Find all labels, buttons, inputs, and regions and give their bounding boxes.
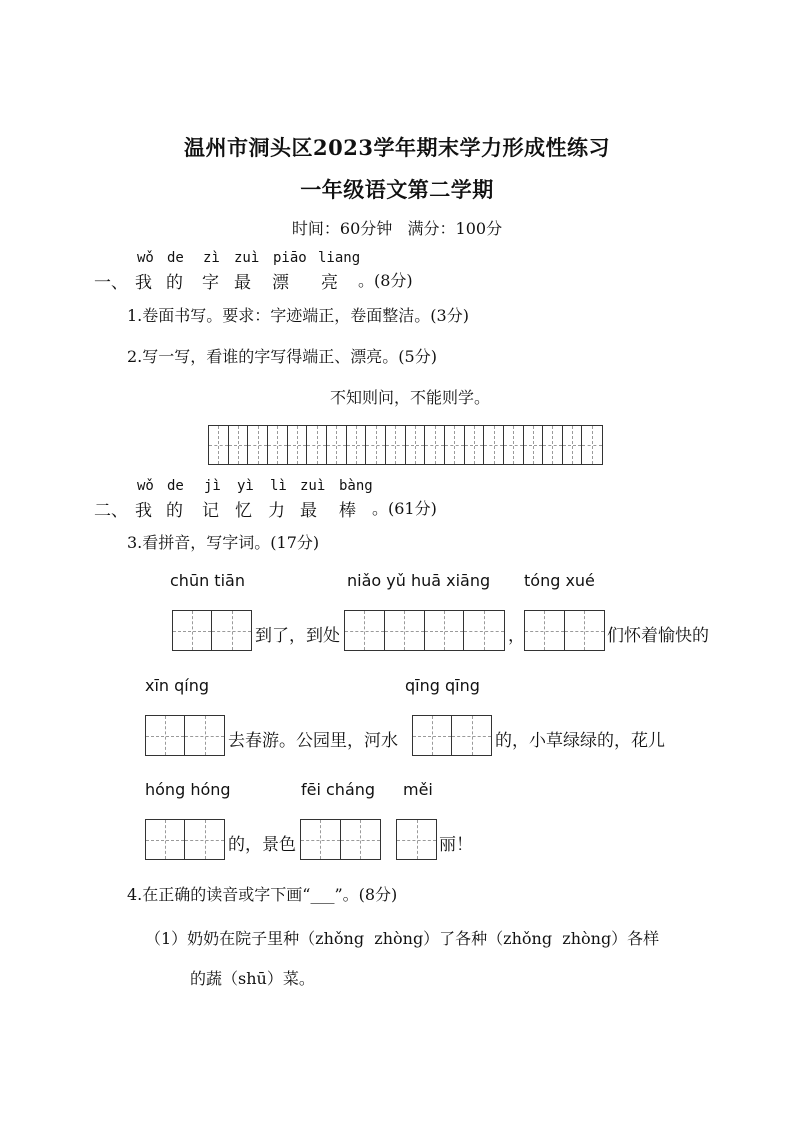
answer-grid-tongxue[interactable] <box>524 610 605 651</box>
answer-grid-honghong[interactable] <box>145 819 225 860</box>
pinyin: liang <box>318 250 361 266</box>
sentence-text: 去春游。公园里，河水 <box>228 731 398 751</box>
question-3: 3.看拼音，写字词。(17分) <box>127 533 320 552</box>
pinyin: yì <box>237 478 254 494</box>
answer-grid-feichang[interactable] <box>300 819 381 860</box>
sentence-text: 的，景色 <box>228 835 296 855</box>
pinyin: zuì <box>300 478 326 494</box>
section-score: 。(61分) <box>372 499 437 518</box>
question-4: 4.在正确的读音或字下画“___”。(8分) <box>127 885 398 904</box>
sentence-text: ， <box>508 626 525 646</box>
heading-char: 我 <box>135 501 152 521</box>
pinyin: wǒ <box>137 478 154 494</box>
section-score: 。(8分) <box>358 271 413 290</box>
answer-grid-niaoyuhuaxiang[interactable] <box>344 610 505 651</box>
answer-grid-xinqing[interactable] <box>145 715 225 756</box>
sentence-text: 们怀着愉快的 <box>607 626 709 646</box>
pinyin: zuì <box>234 250 260 266</box>
page-title: 温州市洞头区2023学年期末学力形成性练习 <box>184 135 610 160</box>
copy-sentence: 不知则问，不能则学。 <box>330 388 491 407</box>
question-1: 1.卷面书写。要求：字迹端正，卷面整洁。(3分) <box>127 306 469 325</box>
sentence-text: 到了，到处 <box>255 626 340 646</box>
pinyin-prompt: tóng xué <box>524 571 595 590</box>
pinyin-prompt: měi <box>403 780 433 799</box>
pinyin: zì <box>203 250 220 266</box>
pinyin: lì <box>270 478 287 494</box>
heading-char: 漂 <box>272 273 289 293</box>
pinyin-prompt: fēi cháng <box>301 780 376 799</box>
heading-char: 的 <box>166 501 183 521</box>
heading-char: 忆 <box>235 501 252 521</box>
pinyin: de <box>167 250 184 266</box>
heading-char: 记 <box>202 501 219 521</box>
heading-char: 最 <box>300 501 317 521</box>
pinyin: piāo <box>273 250 307 266</box>
pinyin-prompt: qīng qīng <box>405 676 480 695</box>
heading-char: 的 <box>166 273 183 293</box>
section-number: 二、 <box>94 501 128 521</box>
heading-char: 我 <box>135 273 152 293</box>
section-number: 一、 <box>94 273 128 293</box>
copy-writing-grid[interactable] <box>208 425 603 465</box>
pinyin: de <box>167 478 184 494</box>
question-4-1-line-2: 的蔬（shū）菜。 <box>190 969 315 988</box>
pinyin-prompt: chūn tiān <box>170 571 245 590</box>
pinyin-prompt: niǎo yǔ huā xiāng <box>347 571 491 590</box>
question-4-1-line-1: （1）奶奶在院子里种（zhǒng zhòng）了各种（zhǒng zhòng）各样 <box>145 929 660 948</box>
answer-grid-chuntian[interactable] <box>172 610 252 651</box>
page-subtitle: 一年级语文第二学期 <box>300 177 494 202</box>
answer-grid-mei[interactable] <box>396 819 437 860</box>
question-2: 2.写一写，看谁的字写得端正、漂亮。(5分) <box>127 347 437 366</box>
pinyin: bàng <box>339 478 373 494</box>
pinyin-prompt: xīn qíng <box>145 676 210 695</box>
pinyin: jì <box>204 478 221 494</box>
pinyin-prompt: hóng hóng <box>145 780 231 799</box>
heading-char: 字 <box>202 273 219 293</box>
heading-char: 亮 <box>321 273 338 293</box>
time-score-info: 时间：60分钟 满分：100分 <box>291 219 503 238</box>
heading-char: 最 <box>234 273 251 293</box>
heading-char: 力 <box>268 501 285 521</box>
pinyin: wǒ <box>137 250 154 266</box>
answer-grid-qingqing[interactable] <box>412 715 492 756</box>
sentence-text: 的，小草绿绿的，花儿 <box>495 731 665 751</box>
heading-char: 棒 <box>339 501 356 521</box>
sentence-text: 丽！ <box>439 835 473 855</box>
